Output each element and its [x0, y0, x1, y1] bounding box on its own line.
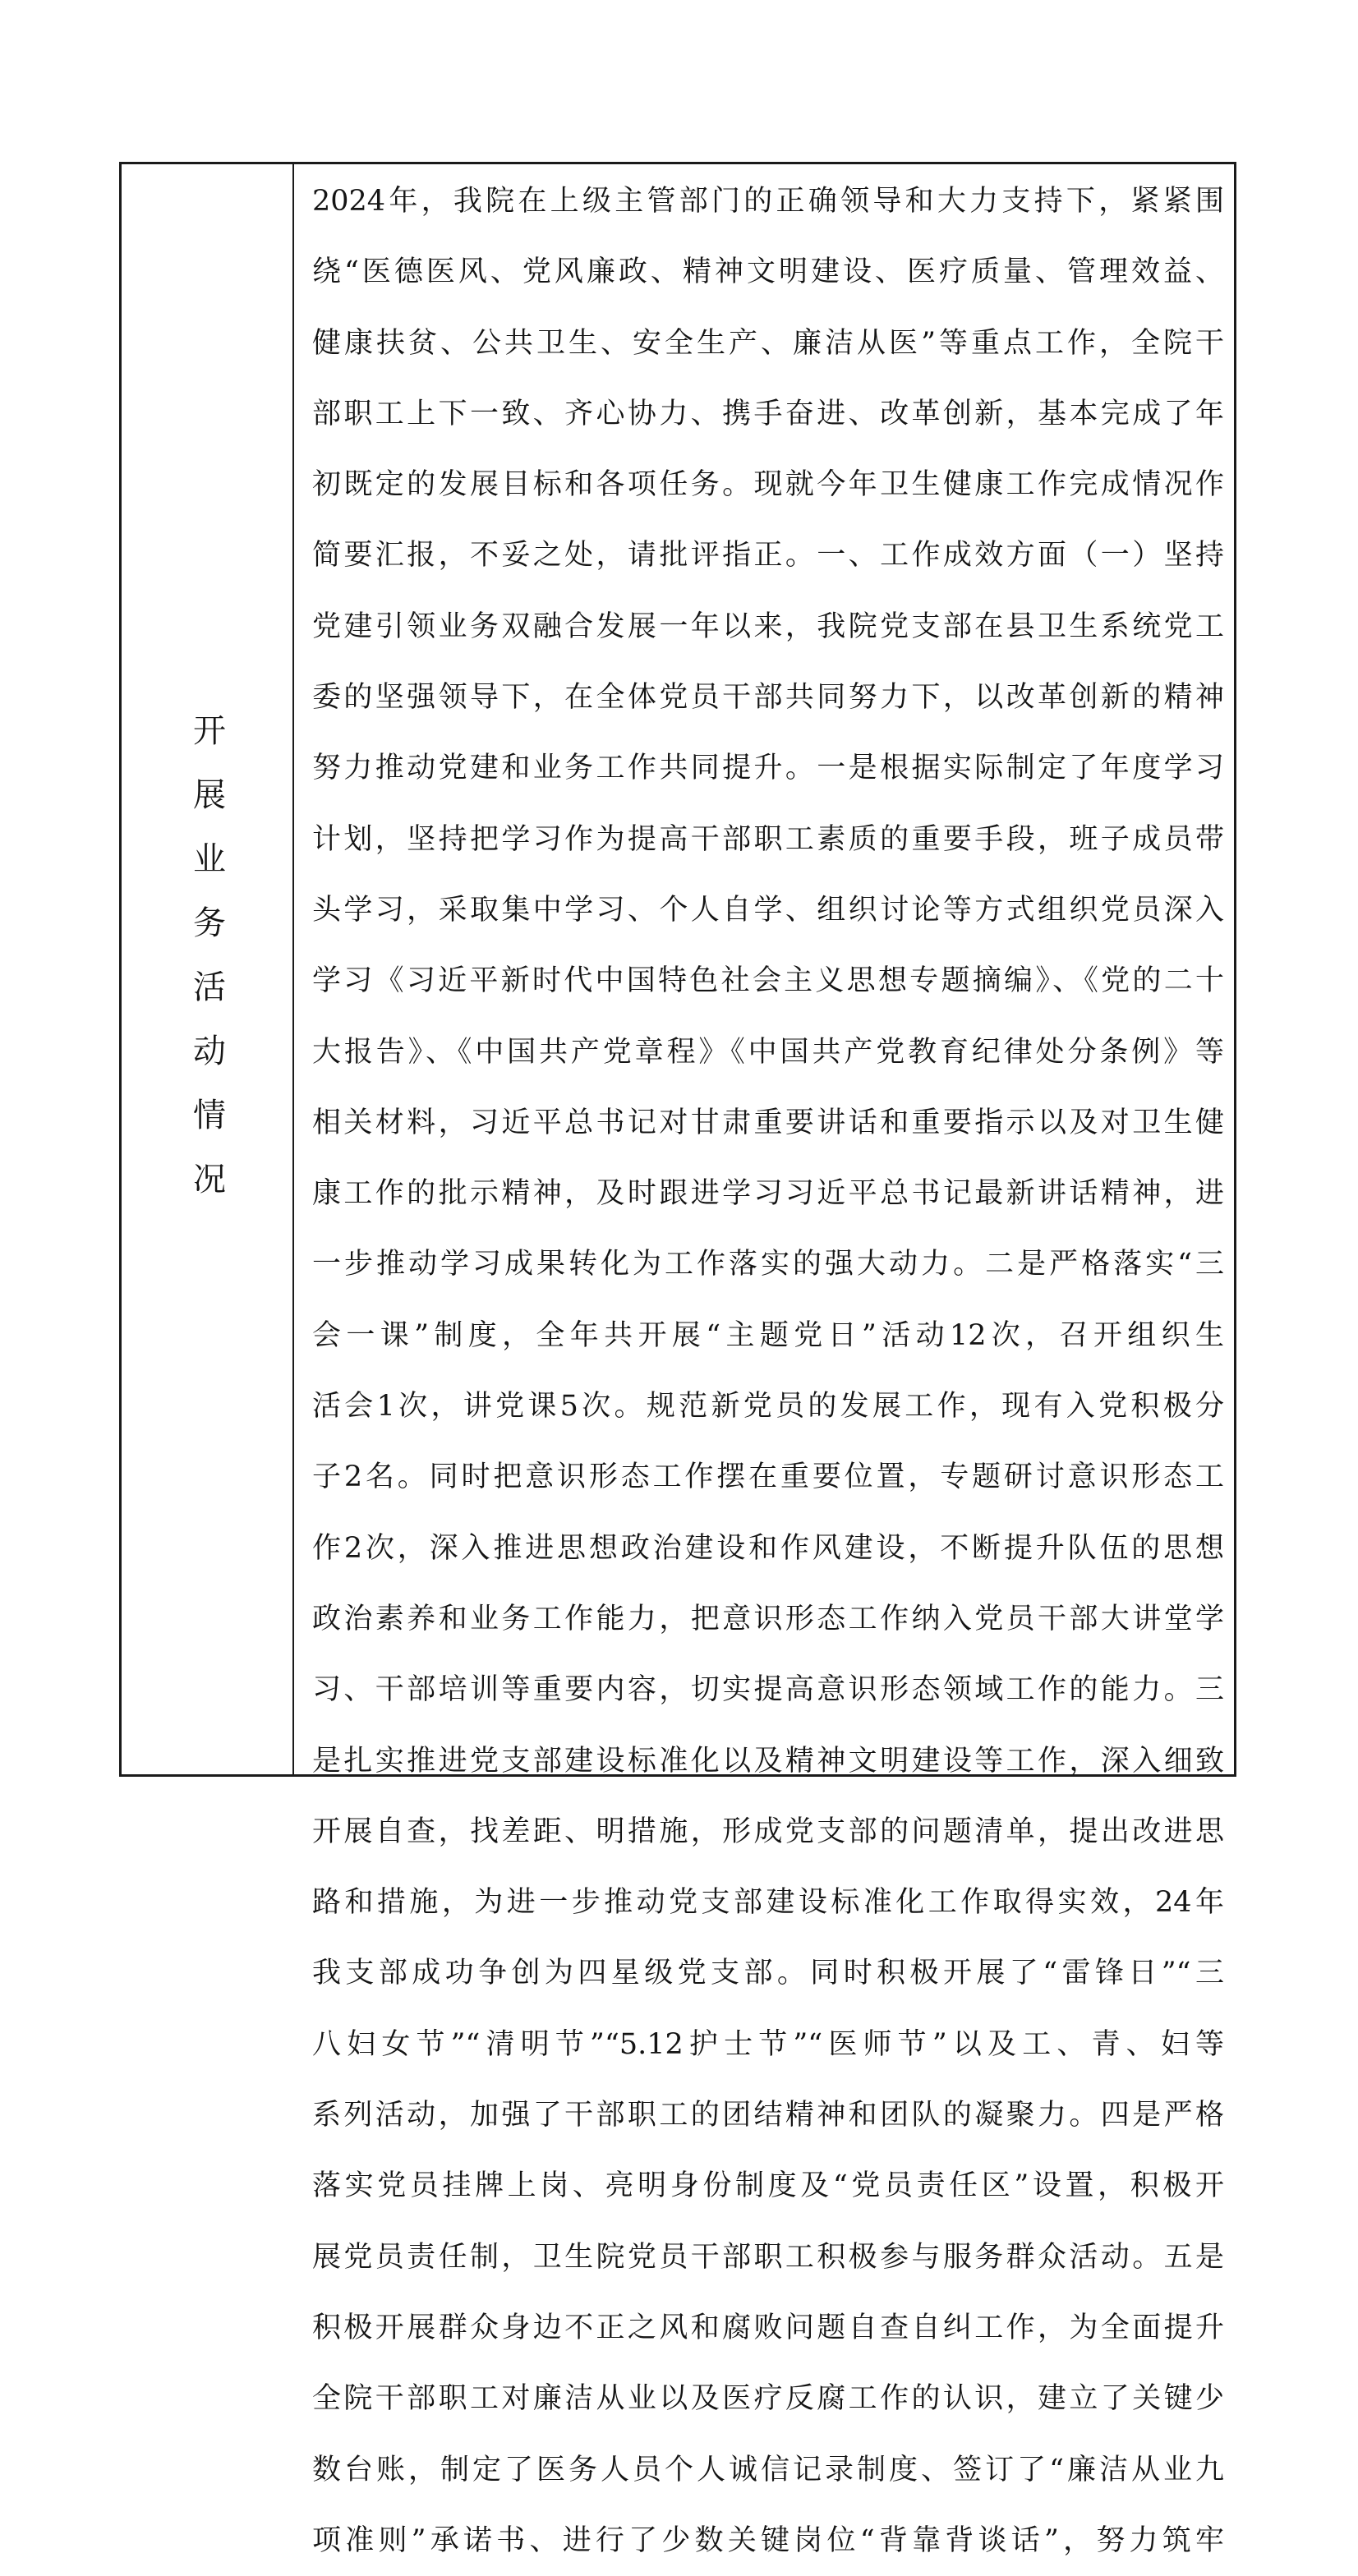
paragraph-line: 是扎实推进党支部建设标准化以及精神文明建设等工作，深入细致	[312, 1744, 1224, 1778]
paragraph-line: 系列活动，加强了干部职工的团结精神和团队的凝聚力。四是严格	[312, 2099, 1224, 2132]
paragraph-line: 健康扶贫、公共卫生、安全生产、廉洁从医”等重点工作，全院干	[312, 326, 1224, 360]
paragraph-line: 积极开展群众身边不正之风和腐败问题自查自纠工作，为全面提升	[312, 2311, 1224, 2344]
paragraph-line: 头学习，采取集中学习、个人自学、组织讨论等方式组织党员深入	[312, 893, 1224, 927]
paragraph-line: 开展自查，找差距、明措施，形成党支部的问题清单，提出改进思	[312, 1815, 1224, 1848]
paragraph-line: 初既定的发展目标和各项任务。现就今年卫生健康工作完成情况作	[312, 468, 1224, 502]
paragraph-line: 活会1次，讲党课5次。规范新党员的发展工作，现有入党积极分	[312, 1390, 1224, 1424]
paragraph-line: 部职工上下一致、齐心协力、携手奋进、改革创新，基本完成了年	[312, 397, 1224, 430]
paragraph-line: 一步推动学习成果转化为工作落实的强大动力。二是严格落实“三	[312, 1248, 1224, 1281]
paragraph-line: 委的坚强领导下，在全体党员干部共同努力下，以改革创新的精神	[312, 681, 1224, 715]
paragraph-line: 落实党员挂牌上岗、亮明身份制度及“党员责任区”设置，积极开	[312, 2169, 1224, 2203]
paragraph-line: 简要汇报，不妥之处，请批评指正。一、工作成效方面（一）坚持	[312, 539, 1224, 573]
paragraph-line: 项准则”承诺书、进行了少数关键岗位“背靠背谈话”，努力筑牢	[312, 2523, 1224, 2557]
paragraph-line: 八妇女节”“清明节”“5.12护士节”“医师节”以及工、青、妇等	[312, 2027, 1224, 2061]
paragraph-line: 绕“医德医风、党风廉政、精神文明建设、医疗质量、管理效益、	[312, 255, 1224, 289]
column-divider	[292, 164, 294, 1774]
row-label: 开展业务活动情况	[187, 713, 226, 1226]
paragraph-line: 大报告》、《中国共产党章程》《中国共产党教育纪律处分条例》等	[312, 1035, 1224, 1069]
paragraph-line: 全院干部职工对廉洁从业以及医疗反腐工作的认识，建立了关键少	[312, 2382, 1224, 2416]
paragraph-line: 学习《习近平新时代中国特色社会主义思想专题摘编》、《党的二十	[312, 964, 1224, 998]
paragraph-line: 路和措施，为进一步推动党支部建设标准化工作取得实效，24年	[312, 1886, 1224, 1920]
content-cell	[312, 166, 1224, 2576]
paragraph-line: 党建引领业务双融合发展一年以来，我院党支部在县卫生系统党工	[312, 610, 1224, 643]
paragraph-line: 展党员责任制，卫生院党员干部职工积极参与服务群众活动。五是	[312, 2240, 1224, 2274]
paragraph-line: 习、干部培训等重要内容，切实提高意识形态领域工作的能力。三	[312, 1673, 1224, 1707]
paragraph-line: 会一课”制度，全年共开展“主题党日”活动12次，召开组织生	[312, 1318, 1224, 1352]
paragraph-line: 相关材料，习近平总书记对甘肃重要讲话和重要指示以及对卫生健	[312, 1106, 1224, 1139]
paragraph-line: 努力推动党建和业务工作共同提升。一是根据实际制定了年度学习	[312, 752, 1224, 785]
paragraph-line: 计划，坚持把学习作为提高干部职工素质的重要手段，班子成员带	[312, 822, 1224, 856]
paragraph-line: 2024年，我院在上级主管部门的正确领导和大力支持下，紧紧围	[312, 185, 1224, 218]
paragraph-line: 数台账，制定了医务人员个人诚信记录制度、签订了“廉洁从业九	[312, 2453, 1224, 2486]
paragraph-line: 康工作的批示精神，及时跟进学习习近平总书记最新讲话精神，进	[312, 1177, 1224, 1211]
paragraph-line: 政治素养和业务工作能力，把意识形态工作纳入党员干部大讲堂学	[312, 1602, 1224, 1635]
paragraph-line: 子2名。同时把意识形态工作摆在重要位置，专题研讨意识形态工	[312, 1460, 1224, 1494]
row-label-cell	[122, 164, 292, 1774]
paragraph-line: 我支部成功争创为四星级党支部。同时积极开展了“雷锋日”“三	[312, 1957, 1224, 1990]
activity-table	[119, 162, 1236, 2557]
paragraph-line: 作2次，深入推进思想政治建设和作风建设，不断提升队伍的思想	[312, 1531, 1224, 1565]
